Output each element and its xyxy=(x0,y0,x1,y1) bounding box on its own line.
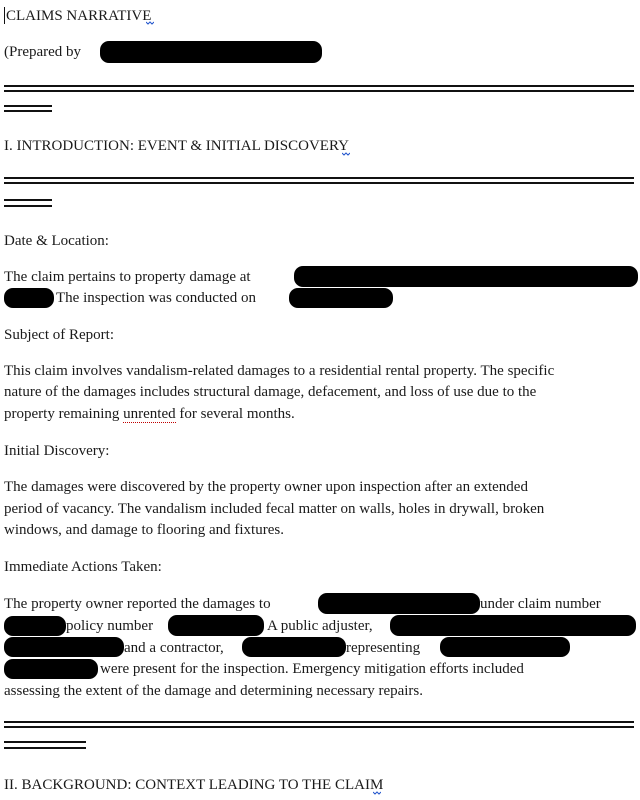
initial-discovery-label: Initial Discovery: xyxy=(4,443,110,459)
section-divider xyxy=(4,85,634,87)
actions-text: were present for the inspection. Emergency mitigation efforts included xyxy=(100,661,524,677)
actions-text: policy number xyxy=(66,618,154,634)
redaction-insurer xyxy=(318,593,480,614)
actions-text: A public adjuster, xyxy=(267,618,373,634)
redaction-property-address xyxy=(294,266,638,287)
subject-line: This claim involves vandalism-related damages to a residential rental property. The specific xyxy=(4,363,555,379)
subject-line: nature of the damages includes structural damage, defacement, and loss of use due to the xyxy=(4,384,537,400)
short-rule xyxy=(4,747,86,749)
redaction-contractor-name xyxy=(242,637,346,657)
redaction-adjuster-name xyxy=(390,615,636,636)
spellcheck-squiggle xyxy=(373,791,381,795)
section-divider xyxy=(4,721,634,723)
actions-text: The property owner reported the damages to xyxy=(4,596,271,612)
section-divider xyxy=(4,182,634,184)
misspelled-word: unrented xyxy=(123,406,176,422)
spellcheck-squiggle xyxy=(146,21,154,25)
initial-line: The damages were discovered by the property owner upon inspection after an extended xyxy=(4,479,528,495)
prepared-by-label: (Prepared by xyxy=(4,44,82,60)
subject-label: Subject of Report: xyxy=(4,327,114,343)
section-heading-background: II. BACKGROUND: CONTEXT LEADING TO THE CLAIM xyxy=(4,777,384,793)
short-rule xyxy=(4,105,52,107)
redaction-inspection-date xyxy=(289,288,393,308)
redaction-preparer xyxy=(100,41,322,63)
actions-text: and a contractor, xyxy=(124,640,224,656)
short-rule xyxy=(4,741,86,743)
subject-line xyxy=(4,404,295,426)
actions-text: representing xyxy=(346,640,421,656)
date-location-label: Date & Location: xyxy=(4,233,109,249)
redaction-contractor-firm-cont xyxy=(4,659,98,679)
subject-line-text: property remaining xyxy=(4,406,124,422)
actions-text: assessing the extent of the damage and determining necessary repairs. xyxy=(4,683,424,699)
redaction-adjuster-firm xyxy=(4,637,124,657)
document-title: CLAIMS NARRATIVE xyxy=(6,8,152,24)
immediate-actions-label: Immediate Actions Taken: xyxy=(4,559,162,575)
redaction-contractor-firm xyxy=(440,637,570,657)
actions-text: under claim number xyxy=(480,596,601,612)
text-cursor xyxy=(4,7,5,24)
redaction-policy-number xyxy=(168,615,264,636)
redaction-claim-number xyxy=(4,616,66,636)
inspection-date-text: The inspection was conducted on xyxy=(56,290,256,306)
initial-line: windows, and damage to flooring and fixtures. xyxy=(4,522,284,538)
section-divider xyxy=(4,90,634,92)
subject-line-text: for several months. xyxy=(175,406,295,422)
section-divider xyxy=(4,177,634,179)
short-rule xyxy=(4,199,52,201)
date-location-text: The claim pertains to property damage at xyxy=(4,269,251,285)
short-rule xyxy=(4,110,52,112)
section-divider xyxy=(4,726,634,728)
redaction-address-cont xyxy=(4,288,54,308)
short-rule xyxy=(4,205,52,207)
initial-line: period of vacancy. The vandalism included fecal matter on walls, holes in drywall, broken xyxy=(4,501,545,517)
section-heading-introduction: I. INTRODUCTION: EVENT & INITIAL DISCOVERY xyxy=(4,138,349,154)
spellcheck-squiggle xyxy=(342,152,350,156)
